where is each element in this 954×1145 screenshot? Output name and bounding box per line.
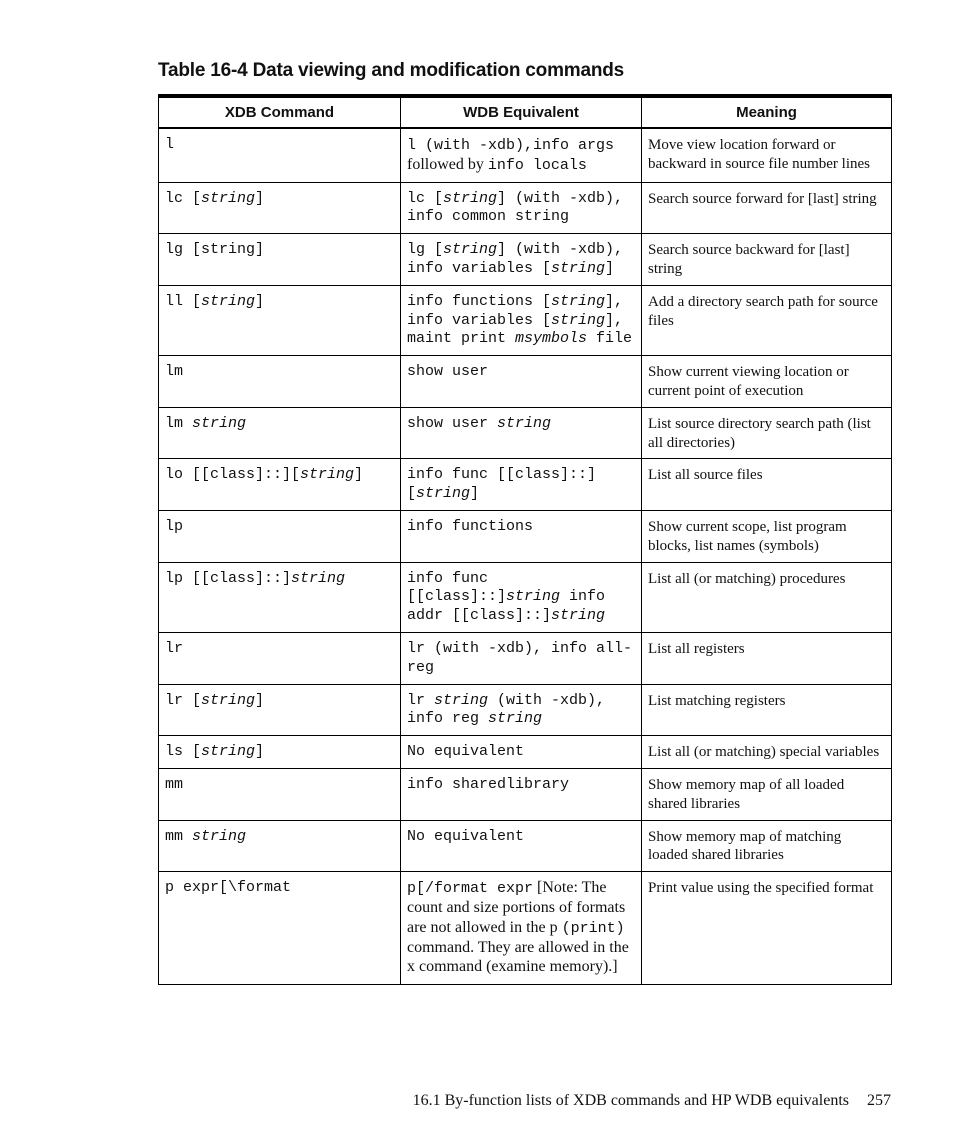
xdb-command-cell bbox=[159, 768, 401, 820]
wdb-equivalent-segment: string bbox=[551, 311, 606, 329]
xdb-command-cell bbox=[159, 356, 401, 408]
wdb-equivalent-segment: string bbox=[551, 292, 606, 310]
xdb-command-segment: string bbox=[192, 414, 247, 432]
wdb-equivalent-cell bbox=[401, 736, 642, 769]
xdb-command-segment: lp bbox=[165, 517, 184, 535]
xdb-command-segment: ] bbox=[354, 466, 364, 484]
xdb-command-segment: string bbox=[201, 691, 256, 709]
wdb-equivalent-cell bbox=[401, 285, 642, 355]
wdb-equivalent-cell bbox=[401, 407, 642, 459]
wdb-equivalent-segment: lg [ bbox=[407, 241, 444, 259]
xdb-command-cell bbox=[159, 872, 401, 985]
table-body bbox=[159, 128, 892, 985]
wdb-equivalent-segment: ] bbox=[605, 259, 615, 277]
xdb-command-cell bbox=[159, 459, 401, 511]
wdb-equivalent-segment: info locals bbox=[487, 156, 587, 174]
wdb-equivalent-segment: show user bbox=[407, 363, 489, 381]
xdb-command-segment: string bbox=[201, 189, 256, 207]
table-row bbox=[159, 459, 892, 511]
xdb-command-segment: string bbox=[201, 743, 256, 761]
meaning-cell: List all registers bbox=[642, 632, 892, 684]
table-row bbox=[159, 182, 892, 234]
wdb-equivalent-segment: string bbox=[506, 588, 561, 606]
xdb-command-cell bbox=[159, 820, 401, 872]
meaning-cell: List source directory search path (list all directories) bbox=[642, 407, 892, 459]
meaning-cell: Add a directory search path for source files bbox=[642, 285, 892, 355]
wdb-equivalent-segment: lr (with -xdb), info all-reg bbox=[407, 639, 633, 676]
wdb-equivalent-cell bbox=[401, 684, 642, 736]
wdb-equivalent-segment: info functions bbox=[407, 517, 534, 535]
xdb-command-segment: ls [ bbox=[165, 743, 202, 761]
xdb-command-segment: lp [[class]::] bbox=[165, 569, 292, 587]
meaning-cell: Show memory map of all loaded shared libraries bbox=[642, 768, 892, 820]
wdb-equivalent-segment: string bbox=[497, 414, 552, 432]
wdb-equivalent-cell bbox=[401, 768, 642, 820]
wdb-equivalent-segment: ] (with -xdb), info common string bbox=[407, 189, 624, 226]
wdb-equivalent-segment: No equivalent bbox=[407, 743, 525, 761]
table-row bbox=[159, 562, 892, 632]
meaning-cell: Search source backward for [last] string bbox=[642, 234, 892, 286]
page-footer bbox=[413, 1092, 891, 1110]
wdb-equivalent-segment: ], maint print bbox=[407, 311, 624, 348]
wdb-equivalent-segment: info addr [[class]::] bbox=[407, 588, 606, 625]
footer-section-title: 16.1 By-function lists of XDB commands and HP WDB equivalents bbox=[412, 1092, 849, 1109]
xdb-command-segment: ll [ bbox=[165, 292, 202, 310]
wdb-equivalent-cell bbox=[401, 182, 642, 234]
table-caption: Table 16-4 Data viewing and modification commands bbox=[158, 60, 625, 81]
wdb-equivalent-segment: [Note: The count and size portions of formats are not allowed in the p bbox=[407, 879, 626, 936]
wdb-equivalent-segment: lr bbox=[407, 691, 435, 709]
wdb-equivalent-segment: msymbols bbox=[515, 330, 588, 348]
wdb-equivalent-segment: info func [[class]::] bbox=[407, 569, 507, 606]
xdb-command-segment: ] bbox=[255, 691, 265, 709]
meaning-cell: Show memory map of matching loaded shared libraries bbox=[642, 820, 892, 872]
commands-table bbox=[158, 94, 892, 985]
xdb-command-segment: mm bbox=[165, 775, 184, 793]
table-row bbox=[159, 820, 892, 872]
page-number: 257 bbox=[867, 1092, 891, 1109]
xdb-command-segment: lc [ bbox=[165, 189, 202, 207]
wdb-equivalent-cell bbox=[401, 820, 642, 872]
column-header-meaning: Meaning bbox=[642, 96, 892, 128]
xdb-command-cell bbox=[159, 285, 401, 355]
xdb-command-cell bbox=[159, 407, 401, 459]
xdb-command-cell bbox=[159, 562, 401, 632]
xdb-command-cell bbox=[159, 128, 401, 182]
xdb-command-cell bbox=[159, 182, 401, 234]
wdb-equivalent-segment: string bbox=[416, 485, 471, 503]
wdb-equivalent-cell bbox=[401, 872, 642, 985]
wdb-equivalent-segment: ] bbox=[470, 485, 480, 503]
meaning-cell: Search source forward for [last] string bbox=[642, 182, 892, 234]
wdb-equivalent-segment: ], info variables [ bbox=[407, 292, 624, 329]
column-header-xdb-command: XDB Command bbox=[159, 96, 401, 128]
wdb-equivalent-segment: followed by bbox=[407, 155, 488, 173]
wdb-equivalent-segment: string bbox=[488, 710, 543, 728]
table-row bbox=[159, 736, 892, 769]
xdb-command-segment: string bbox=[201, 292, 256, 310]
meaning-cell: Move view location forward or backward in source file number lines bbox=[642, 128, 892, 182]
wdb-equivalent-segment: string bbox=[551, 259, 606, 277]
wdb-equivalent-cell bbox=[401, 510, 642, 562]
wdb-equivalent-cell bbox=[401, 128, 642, 182]
xdb-command-segment: string bbox=[291, 569, 346, 587]
table-row bbox=[159, 234, 892, 286]
meaning-cell: List all (or matching) special variables bbox=[642, 736, 892, 769]
xdb-command-segment: ] bbox=[255, 743, 265, 761]
meaning-cell: List all source files bbox=[642, 459, 892, 511]
xdb-command-segment: mm bbox=[165, 827, 193, 845]
table-header-row bbox=[159, 96, 892, 128]
wdb-equivalent-segment: l (with -xdb),info args bbox=[407, 137, 615, 154]
wdb-equivalent-cell bbox=[401, 234, 642, 286]
xdb-command-segment: p expr[\format bbox=[165, 879, 292, 897]
meaning-cell: List matching registers bbox=[642, 684, 892, 736]
xdb-command-segment: lm bbox=[165, 363, 184, 381]
xdb-command-cell bbox=[159, 684, 401, 736]
xdb-command-segment: lg [string] bbox=[165, 241, 265, 259]
wdb-equivalent-segment: string bbox=[551, 607, 606, 625]
xdb-command-cell bbox=[159, 510, 401, 562]
xdb-command-segment: lr [ bbox=[165, 691, 202, 709]
wdb-equivalent-segment: command. They are allowed in the x command (examine memory).] bbox=[407, 938, 629, 976]
wdb-equivalent-segment: ] (with -xdb), info variables [ bbox=[407, 241, 624, 277]
xdb-command-cell bbox=[159, 234, 401, 286]
table-row bbox=[159, 356, 892, 408]
wdb-equivalent-segment: file bbox=[587, 330, 633, 348]
wdb-equivalent-segment: info functions [ bbox=[407, 292, 552, 310]
meaning-cell: Show current scope, list program blocks, list names (symbols) bbox=[642, 510, 892, 562]
xdb-command-segment: string bbox=[300, 466, 355, 484]
xdb-command-segment: lm bbox=[165, 414, 193, 432]
xdb-command-segment: lo [[class]::][ bbox=[165, 466, 301, 484]
xdb-command-segment: lr bbox=[165, 639, 184, 657]
table-row bbox=[159, 128, 892, 182]
meaning-cell: Print value using the specified format bbox=[642, 872, 892, 985]
table-row bbox=[159, 632, 892, 684]
wdb-equivalent-segment: string bbox=[434, 691, 489, 709]
wdb-equivalent-segment: info sharedlibrary bbox=[407, 775, 570, 793]
meaning-cell: List all (or matching) procedures bbox=[642, 562, 892, 632]
wdb-equivalent-segment: (print) bbox=[561, 919, 625, 937]
xdb-command-cell bbox=[159, 632, 401, 684]
wdb-equivalent-segment: string bbox=[443, 189, 498, 207]
wdb-equivalent-segment: (with -xdb), info reg bbox=[407, 691, 606, 728]
wdb-equivalent-segment: show user bbox=[407, 414, 498, 432]
xdb-command-cell bbox=[159, 736, 401, 769]
meaning-cell: Show current viewing location or current point of execution bbox=[642, 356, 892, 408]
wdb-equivalent-segment: info func [[class]::][ bbox=[407, 466, 597, 503]
wdb-equivalent-cell bbox=[401, 562, 642, 632]
xdb-command-segment: ] bbox=[255, 189, 265, 207]
wdb-equivalent-cell bbox=[401, 632, 642, 684]
table-row bbox=[159, 768, 892, 820]
table-row bbox=[159, 285, 892, 355]
column-header-wdb-equivalent: WDB Equivalent bbox=[401, 96, 642, 128]
xdb-command-segment: ] bbox=[255, 292, 265, 310]
xdb-command-segment: l bbox=[165, 136, 175, 153]
table-row bbox=[159, 684, 892, 736]
wdb-equivalent-cell bbox=[401, 459, 642, 511]
table-row bbox=[159, 407, 892, 459]
wdb-equivalent-segment: lc [ bbox=[407, 189, 444, 207]
wdb-equivalent-segment: No equivalent bbox=[407, 827, 525, 845]
xdb-command-segment: string bbox=[192, 827, 247, 845]
table-row bbox=[159, 872, 892, 985]
wdb-equivalent-cell bbox=[401, 356, 642, 408]
wdb-equivalent-segment: p[/format expr bbox=[407, 880, 534, 898]
wdb-equivalent-segment: string bbox=[443, 241, 498, 259]
table-row bbox=[159, 510, 892, 562]
